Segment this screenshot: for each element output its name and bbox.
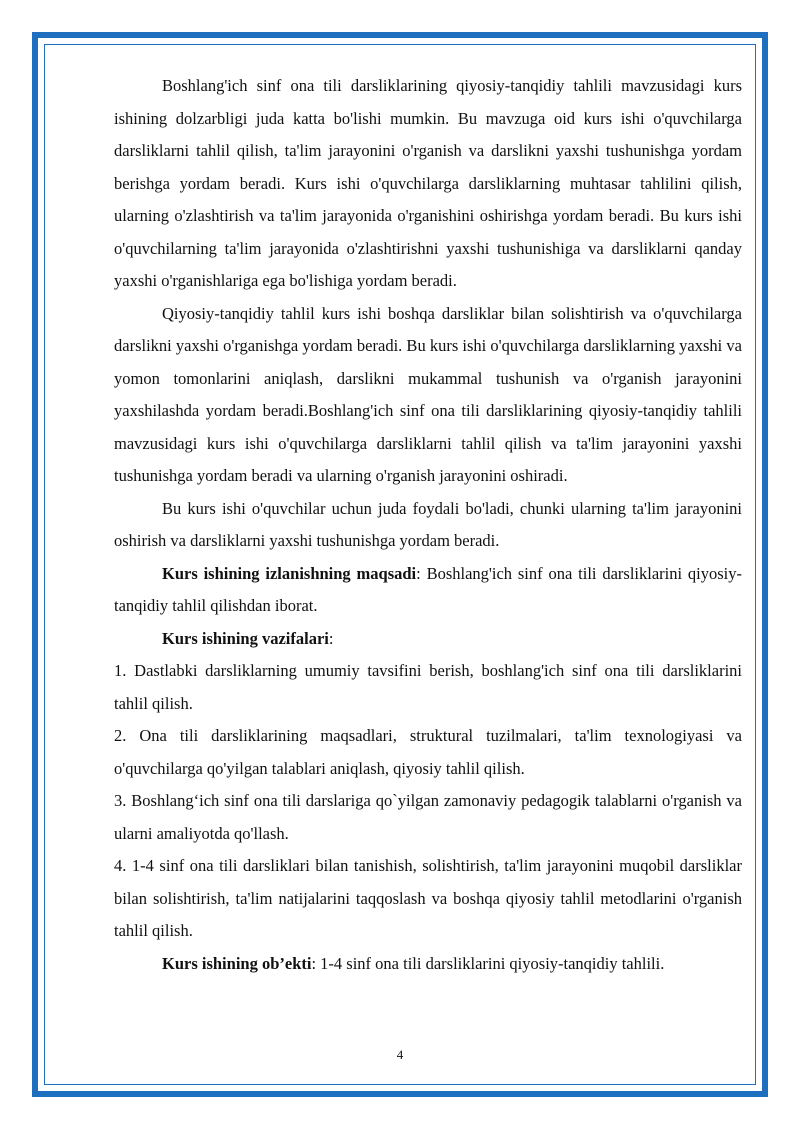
task-item-3: 3. Boshlang‘ich sinf ona tili darslariga qo`yilgan zamonaviy pedagogik talablarni o'rganish va ularni amaliyotda qo'llash. <box>114 791 742 843</box>
object-text: : 1-4 sinf ona tili darsliklarini qiyosiy-tanqidiy tahlili. <box>311 953 665 973</box>
tasks-colon: : <box>328 628 334 648</box>
task-item-2: 2. Ona tili darsliklarining maqsadlari, struktural tuzilmalari, ta'lim texnologiyasi va o'quvchilarga qo'yilgan talablari aniqlash, qiyosiy tahlil qilish. <box>114 726 742 778</box>
object-label: Kurs ishining ob’ekti <box>162 953 312 973</box>
task-item-1: 1. Dastlabki darsliklarning umumiy tavsifini berish, boshlang'ich sinf ona tili darsliklarini tahlil qilish. <box>114 661 742 713</box>
aim-text: : Boshlang'ich sinf ona tili darsliklarini qiyosiy-tanqidiy tahlil qilishdan iborat. <box>114 563 742 615</box>
paragraph-comparative-analysis: Qiyosiy-tanqidiy tahlil kurs ishi boshqa darsliklar bilan solishtirish va o'quvchilarga darslikni yaxshi o'rganishga yordam beradi. Bu kurs ishi o'quvchilarga darsliklarning yaxshi va yomon tomonlarini aniqlash, darslikni mukammal tushunish va o'rganish jarayonini yaxshilashda yordam beradi.Boshlang'ich sinf ona tili darsliklarining qiyosiy-tanqidiy tahlili mavzusidagi kurs ishi o'quvchilarga darsliklarni tahlil qilish va ta'lim jarayonini yaxshi tushunishga yordam beradi va ularning o'rganish jarayonini oshiradi. <box>114 303 742 485</box>
document-body <box>114 70 742 980</box>
paragraph-usefulness: Bu kurs ishi o'quvchilar uchun juda foydali bo'ladi, chunki ularning ta'lim jarayonini oshirish va darsliklarni yaxshi tushunishga yordam beradi. <box>114 498 742 550</box>
aim-label: Kurs ishining izlanishning maqsadi <box>162 563 417 583</box>
paragraph-relevance: Boshlang'ich sinf ona tili darsliklarining qiyosiy-tanqidiy tahlili mavzusidagi kurs ishining dolzarbligi juda katta bo'lishi mumkin. Bu mavzuga oid kurs ishi o'quvchilarga darsliklarni tahlil qilish, ta'lim jarayonini o'rganish va darslikni yaxshi tushunishga yordam berishga yordam beradi. Kurs ishi o'quvchilarga darsliklarning muhtasar tahlilini qilish, ularning o'zlashtirish va ta'lim jarayonida o'rganishini oshirishga yordam beradi. Bu kurs ishi o'quvchilarning ta'lim jarayonida o'zlashtirishni yaxshi tushunishiga va darsliklarni qanday yaxshi o'rganishlariga ega bo'lishiga yordam beradi. <box>114 76 742 290</box>
paragraph-object <box>114 948 742 981</box>
paragraph-aim <box>114 558 742 623</box>
paragraph-tasks-heading <box>114 623 742 656</box>
page-number: 4 <box>396 1047 404 1062</box>
task-item-4: 4. 1-4 sinf ona tili darsliklari bilan tanishish, solishtirish, ta'lim jarayonini muqobil darsliklar bilan solishtirish, ta'lim natijalarini taqqoslash va boshqa qiyosiy tahlil metodlarini o'rganish tahlil qilish. <box>114 856 742 940</box>
tasks-label: Kurs ishining vazifalari <box>162 628 329 648</box>
